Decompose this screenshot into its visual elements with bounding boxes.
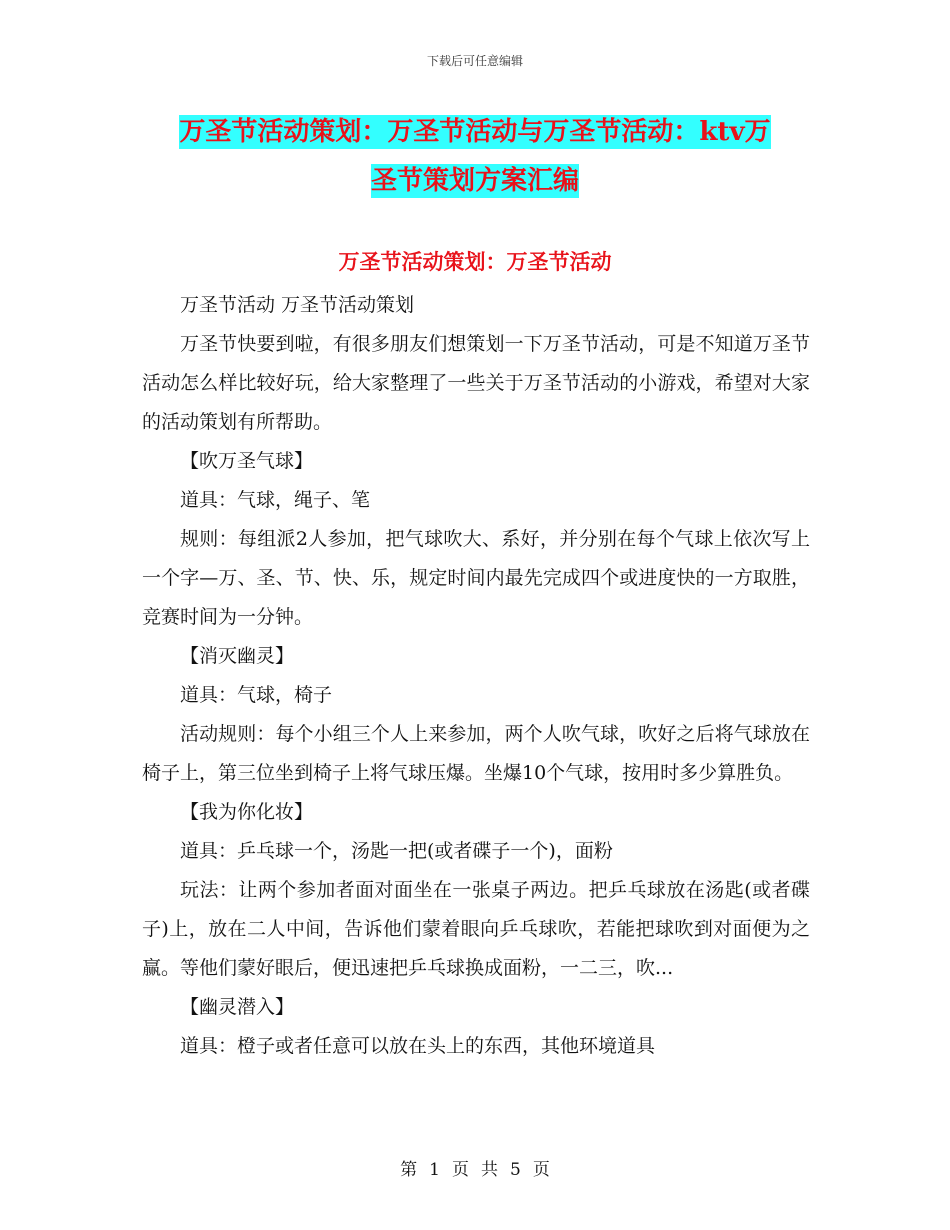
total-pages: 5: [510, 1160, 521, 1180]
paragraph: 道具：气球，椅子: [180, 684, 333, 706]
game-heading: 【吹万圣气球】: [180, 450, 314, 472]
page-footer: [0, 1155, 950, 1180]
paragraph: 活动规则：每个小组三个人上来参加，两个人吹气球，吹好之后将气球放在椅子上，第三位坐到椅子上将气球压爆。坐爆10个气球，按用时多少算胜负。: [142, 723, 810, 784]
paragraph: 万圣节活动 万圣节活动策划: [180, 294, 415, 316]
section-title: 万圣节活动策划：万圣节活动: [338, 249, 612, 274]
game-heading: 【我为你化妆】: [180, 801, 314, 823]
paragraph: 道具：乒乓球一个，汤匙一把(或者碟子一个)，面粉: [180, 840, 613, 862]
footer-ye2: 页: [532, 1160, 550, 1180]
page-header: 下载后可任意编辑: [426, 54, 523, 68]
paragraph: 玩法：让两个参加者面对面坐在一张桌子两边。把乒乓球放在汤匙(或者碟子)上，放在二人中间，告诉他们蒙着眼向乒乓球吹，若能把球吹到对面便为之赢。等他们蒙好眼后，便迅速把乒乓球换成面粉，一二三，吹...: [142, 879, 810, 979]
footer-di: 第: [400, 1160, 418, 1180]
title-line-1: 万圣节活动策划：万圣节活动与万圣节活动：ktv万: [179, 117, 771, 147]
paragraph: 规则：每组派2人参加，把气球吹大、系好，并分别在每个气球上依次写上一个字—万、圣、节、快、乐，规定时间内最先完成四个或进度快的一方取胜，竞赛时间为一分钟。: [142, 528, 810, 628]
footer-ye: 页: [452, 1160, 469, 1180]
game-heading: 【幽灵潜入】: [180, 996, 295, 1018]
document-body: [142, 286, 810, 1066]
document-title: [140, 108, 810, 206]
page-number: 1: [429, 1160, 440, 1180]
game-heading: 【消灭幽灵】: [180, 645, 295, 667]
title-line-2: 圣节策划方案汇编: [370, 166, 579, 196]
footer-gong: 共: [481, 1160, 498, 1180]
paragraph: 道具：气球，绳子、笔: [180, 489, 371, 511]
paragraph: 道具：橙子或者任意可以放在头上的东西，其他环境道具: [180, 1035, 656, 1057]
paragraph: 万圣节快要到啦，有很多朋友们想策划一下万圣节活动，可是不知道万圣节活动怎么样比较好玩，给大家整理了一些关于万圣节活动的小游戏，希望对大家的活动策划有所帮助。: [142, 333, 810, 433]
